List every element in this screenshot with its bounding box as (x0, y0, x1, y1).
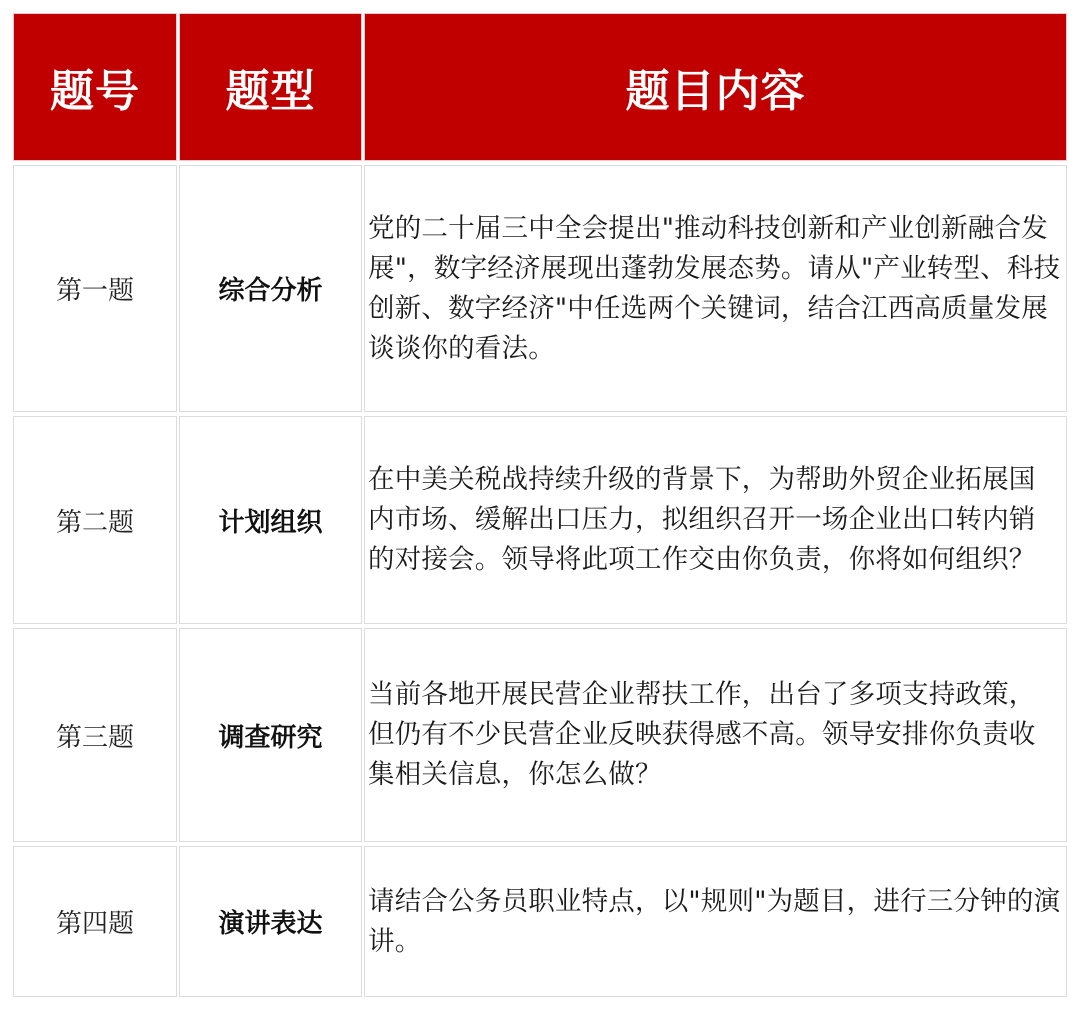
header-content: 题目内容 (364, 13, 1067, 161)
question-type-cell (179, 628, 362, 842)
question-type-cell (179, 846, 362, 997)
table-row (12, 627, 1068, 845)
question-content: 当前各地开展民营企业帮扶工作，出台了多项支持政策，但仍有不少民营企业反映获得感不高。领导安排你负责收集相关信息，你怎么做？ (368, 679, 1036, 790)
question-table (12, 12, 1068, 1002)
question-number-cell (13, 846, 177, 997)
question-number-cell (13, 416, 177, 624)
question-type: 演讲表达 (218, 909, 323, 939)
question-content: 在中美关税战持续升级的背景下，为帮助外贸企业拓展国内市场、缓解出口压力，拟组织召开一场企业出口转内销的对接会。领导将此项工作交由你负责，你将如何组织？ (368, 464, 1036, 575)
header-number: 题号 (13, 13, 177, 161)
question-type: 计划组织 (218, 507, 323, 538)
question-content-cell (364, 846, 1067, 997)
question-content: 请结合公务员职业特点，以"规则"为题目，进行三分钟的演讲。 (368, 885, 1061, 957)
question-type: 综合分析 (218, 276, 323, 306)
question-type-cell (179, 416, 362, 624)
question-content-cell (364, 416, 1067, 624)
table-row (12, 415, 1068, 627)
question-content: 党的二十届三中全会提出"推动科技创新和产业创新融合发展"，数字经济展现出蓬勃发展态势。请从"产业转型、科技创新、数字经济"中任选两个关键词，结合江西高质量发展谈谈你的看法。 (368, 212, 1061, 364)
question-number: 第二题 (55, 507, 134, 538)
table-row (12, 845, 1068, 1000)
question-content-cell (364, 628, 1067, 842)
question-type-cell (179, 165, 362, 412)
question-number: 第一题 (55, 276, 134, 306)
table-row (12, 164, 1068, 415)
question-type: 调查研究 (218, 722, 323, 753)
question-number-cell (13, 165, 177, 412)
question-number: 第四题 (55, 909, 134, 939)
table-header-row (12, 12, 1068, 164)
question-content-cell (364, 165, 1067, 412)
header-type: 题型 (179, 13, 362, 161)
question-number: 第三题 (55, 722, 134, 753)
question-number-cell (13, 628, 177, 842)
